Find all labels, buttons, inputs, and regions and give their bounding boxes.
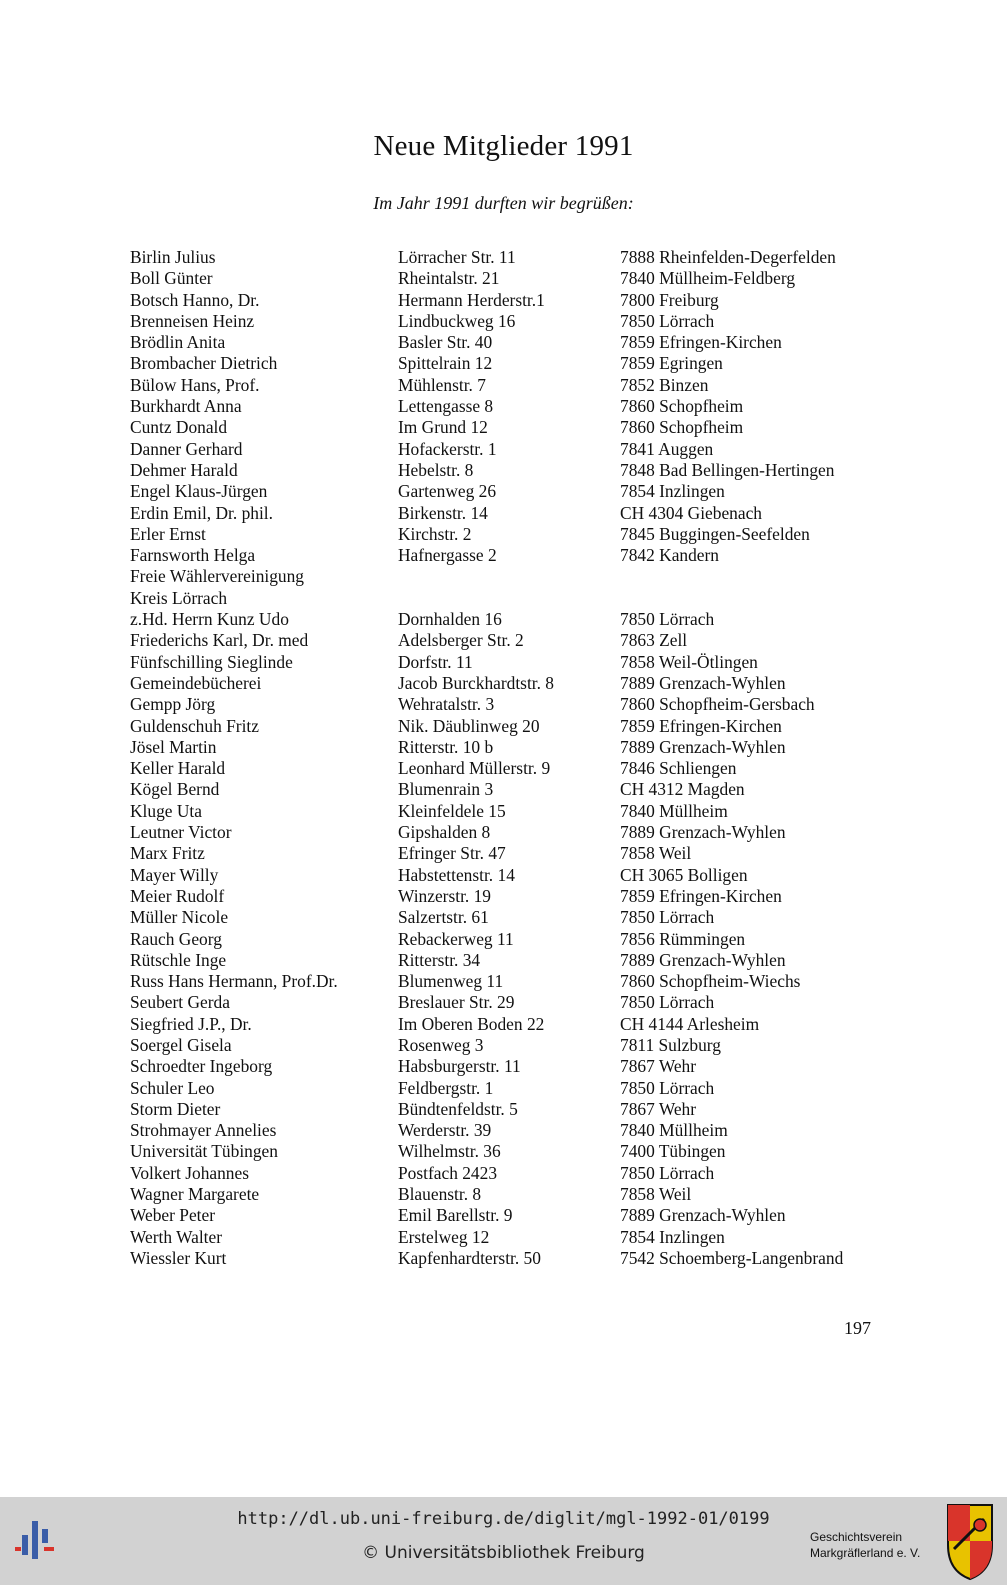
member-name: Rütschle Inge bbox=[130, 949, 227, 970]
member-name: Cuntz Donald bbox=[130, 417, 228, 438]
member-street: Habsburgerstr. 11 bbox=[398, 1056, 521, 1077]
member-street: Blauenstr. 8 bbox=[398, 1184, 482, 1205]
member-name: Brödlin Anita bbox=[130, 332, 226, 353]
member-row bbox=[130, 524, 890, 545]
member-row bbox=[130, 652, 890, 673]
member-row bbox=[130, 332, 890, 353]
member-row bbox=[130, 929, 890, 950]
member-city: 7842 Kandern bbox=[620, 545, 720, 566]
member-city: 7860 Schopfheim bbox=[620, 396, 744, 417]
member-street: Hebelstr. 8 bbox=[398, 459, 474, 480]
member-street: Bündtenfeldstr. 5 bbox=[398, 1098, 518, 1119]
member-street: Kleinfeldele 15 bbox=[398, 800, 506, 821]
member-name: Leutner Victor bbox=[130, 822, 232, 843]
member-name: Burkhardt Anna bbox=[130, 396, 242, 417]
coat-of-arms-icon bbox=[944, 1501, 996, 1581]
member-row bbox=[130, 1248, 890, 1269]
member-street: Lörracher Str. 11 bbox=[398, 247, 516, 267]
member-row bbox=[130, 630, 890, 651]
member-row bbox=[130, 1184, 890, 1205]
member-street: Lindbuckweg 16 bbox=[398, 310, 516, 331]
footer-bar bbox=[0, 1497, 1007, 1585]
member-name: Meier Rudolf bbox=[130, 885, 225, 906]
member-name: Bülow Hans, Prof. bbox=[130, 374, 260, 395]
member-name: Danner Gerhard bbox=[130, 438, 243, 459]
member-street: Feldbergstr. 1 bbox=[398, 1077, 494, 1098]
member-name: Farnsworth Helga bbox=[130, 545, 256, 566]
member-street: Postfach 2423 bbox=[398, 1162, 498, 1183]
member-row bbox=[130, 247, 890, 268]
member-row bbox=[130, 716, 890, 737]
member-name: Siegfried J.P., Dr. bbox=[130, 1013, 252, 1034]
member-name: Storm Dieter bbox=[130, 1098, 221, 1119]
member-row bbox=[130, 992, 890, 1013]
member-row bbox=[130, 758, 890, 779]
member-street: Hafnergasse 2 bbox=[398, 545, 497, 566]
member-name: Erler Ernst bbox=[130, 523, 206, 544]
member-street: Jacob Burckhardtstr. 8 bbox=[398, 672, 554, 693]
member-name: Kluge Uta bbox=[130, 800, 202, 821]
member-city: CH 4312 Magden bbox=[620, 779, 745, 800]
member-list bbox=[130, 247, 890, 1269]
member-name: Jösel Martin bbox=[130, 736, 217, 757]
member-street: Spittelrain 12 bbox=[398, 353, 493, 374]
member-name: Werth Walter bbox=[130, 1226, 223, 1247]
member-name: Wagner Margarete bbox=[130, 1184, 260, 1205]
member-name: Schuler Leo bbox=[130, 1077, 215, 1098]
member-row bbox=[130, 1120, 890, 1141]
member-street: Wilhelmstr. 36 bbox=[398, 1141, 501, 1162]
member-city: 7858 Weil-Ötlingen bbox=[620, 651, 758, 672]
footer-copyright: © Universitätsbibliothek Freiburg bbox=[362, 1543, 645, 1563]
member-row bbox=[130, 801, 890, 822]
member-city: 7845 Buggingen-Seefelden bbox=[620, 523, 810, 544]
member-name: Müller Nicole bbox=[130, 907, 229, 928]
member-city: 7859 Efringen-Kirchen bbox=[620, 332, 782, 353]
member-city: 7848 Bad Bellingen-Hertingen bbox=[620, 459, 835, 480]
member-row bbox=[130, 1205, 890, 1226]
member-street: Im Oberen Boden 22 bbox=[398, 1013, 545, 1034]
member-city: 7800 Freiburg bbox=[620, 289, 719, 310]
member-name: Volkert Johannes bbox=[130, 1162, 249, 1183]
member-row bbox=[130, 843, 890, 864]
member-street: Kapfenhardterstr. 50 bbox=[398, 1247, 541, 1268]
society-line-1: Geschichtsverein bbox=[810, 1530, 903, 1544]
member-city: 7840 Müllheim bbox=[620, 800, 728, 821]
member-street: Rheintalstr. 21 bbox=[398, 268, 500, 289]
footer-url-link[interactable]: http://dl.ub.uni-freiburg.de/diglit/mgl-1992-01/0199 bbox=[237, 1509, 770, 1529]
member-row bbox=[130, 1163, 890, 1184]
member-city: 7889 Grenzach-Wyhlen bbox=[620, 672, 786, 693]
member-street: Hofackerstr. 1 bbox=[398, 438, 497, 459]
member-city: 7850 Lörrach bbox=[620, 1162, 715, 1183]
member-name: Kreis Lörrach bbox=[130, 587, 228, 608]
member-street: Ritterstr. 34 bbox=[398, 949, 481, 970]
member-street: Rosenweg 3 bbox=[398, 1034, 484, 1055]
member-city: 7860 Schopfheim-Gersbach bbox=[620, 694, 815, 715]
member-street: Erstelweg 12 bbox=[398, 1226, 490, 1247]
member-row bbox=[130, 1099, 890, 1120]
member-street: Emil Barellstr. 9 bbox=[398, 1205, 513, 1226]
member-name: Gemeindebücherei bbox=[130, 672, 262, 693]
member-name: z.Hd. Herrn Kunz Udo bbox=[130, 609, 289, 630]
member-name: Soergel Gisela bbox=[130, 1034, 232, 1055]
member-street: Blumenweg 11 bbox=[398, 971, 504, 992]
member-row bbox=[130, 311, 890, 332]
member-street: Habstettenstr. 14 bbox=[398, 864, 515, 885]
member-row bbox=[130, 907, 890, 928]
member-row bbox=[130, 268, 890, 289]
member-name: Brenneisen Heinz bbox=[130, 310, 255, 331]
member-name: Boll Günter bbox=[130, 268, 213, 289]
member-name: Fünfschilling Sieglinde bbox=[130, 651, 293, 672]
member-city: 7859 Egringen bbox=[620, 353, 723, 374]
member-row bbox=[130, 439, 890, 460]
member-name: Russ Hans Hermann, Prof.Dr. bbox=[130, 971, 338, 992]
member-street: Werderstr. 39 bbox=[398, 1120, 492, 1141]
member-row bbox=[130, 1141, 890, 1162]
member-name: Keller Harald bbox=[130, 758, 226, 779]
member-row bbox=[130, 737, 890, 758]
member-row bbox=[130, 694, 890, 715]
member-city: 7888 Rheinfelden-Degerfelden bbox=[620, 247, 836, 267]
member-row bbox=[130, 1078, 890, 1099]
member-row bbox=[130, 971, 890, 992]
member-row bbox=[130, 290, 890, 311]
member-name: Botsch Hanno, Dr. bbox=[130, 289, 260, 310]
member-city: CH 4304 Giebenach bbox=[620, 502, 762, 523]
member-row bbox=[130, 588, 890, 609]
page-number: 197 bbox=[844, 1318, 871, 1338]
member-city: 7854 Inzlingen bbox=[620, 1226, 725, 1247]
member-name: Gempp Jörg bbox=[130, 694, 216, 715]
member-city: 7859 Efringen-Kirchen bbox=[620, 715, 782, 736]
member-street: Nik. Däublinweg 20 bbox=[398, 715, 540, 736]
member-city: 7850 Lörrach bbox=[620, 1077, 715, 1098]
member-name: Wiessler Kurt bbox=[130, 1247, 227, 1268]
member-row bbox=[130, 503, 890, 524]
member-street: Blumenrain 3 bbox=[398, 779, 494, 800]
member-name: Schroedter Ingeborg bbox=[130, 1056, 273, 1077]
member-city: 7863 Zell bbox=[620, 630, 688, 651]
member-city: 7850 Lörrach bbox=[620, 992, 715, 1013]
member-name: Freie Wählervereinigung bbox=[130, 566, 304, 587]
page-subtitle: Im Jahr 1991 durften wir begrüßen: bbox=[373, 193, 634, 213]
member-street: Rebackerweg 11 bbox=[398, 928, 514, 949]
member-street: Dornhalden 16 bbox=[398, 609, 502, 630]
member-row bbox=[130, 822, 890, 843]
member-name: Marx Fritz bbox=[130, 843, 205, 864]
member-city: 7850 Lörrach bbox=[620, 907, 715, 928]
member-city: 7858 Weil bbox=[620, 1184, 692, 1205]
member-name: Kögel Bernd bbox=[130, 779, 220, 800]
member-city: 7856 Rümmingen bbox=[620, 928, 746, 949]
member-city: 7400 Tübingen bbox=[620, 1141, 726, 1162]
member-name: Strohmayer Annelies bbox=[130, 1120, 277, 1141]
member-row bbox=[130, 545, 890, 566]
member-row bbox=[130, 950, 890, 971]
member-name: Friederichs Karl, Dr. med bbox=[130, 630, 309, 651]
member-city: 7859 Efringen-Kirchen bbox=[620, 885, 782, 906]
member-row bbox=[130, 566, 890, 587]
member-city: 7860 Schopfheim-Wiechs bbox=[620, 971, 801, 992]
member-name: Engel Klaus-Jürgen bbox=[130, 481, 268, 502]
member-street: Kirchstr. 2 bbox=[398, 523, 472, 544]
member-street: Birkenstr. 14 bbox=[398, 502, 488, 523]
member-name: Mayer Willy bbox=[130, 864, 219, 885]
member-city: 7854 Inzlingen bbox=[620, 481, 725, 502]
member-city: 7850 Lörrach bbox=[620, 609, 715, 630]
member-city: 7846 Schliengen bbox=[620, 758, 737, 779]
member-name: Brombacher Dietrich bbox=[130, 353, 278, 374]
member-city: 7852 Binzen bbox=[620, 374, 709, 395]
member-name: Erdin Emil, Dr. phil. bbox=[130, 502, 273, 523]
member-city: 7841 Auggen bbox=[620, 438, 714, 459]
member-street: Winzerstr. 19 bbox=[398, 885, 491, 906]
member-city: 7889 Grenzach-Wyhlen bbox=[620, 949, 786, 970]
member-street: Ritterstr. 10 b bbox=[398, 736, 494, 757]
member-street: Wehratalstr. 3 bbox=[398, 694, 495, 715]
member-city: 7811 Sulzburg bbox=[620, 1034, 721, 1055]
member-city: 7889 Grenzach-Wyhlen bbox=[620, 1205, 786, 1226]
member-street: Efringer Str. 47 bbox=[398, 843, 506, 864]
member-street: Lettengasse 8 bbox=[398, 396, 494, 417]
member-street: Dorfstr. 11 bbox=[398, 651, 473, 672]
member-street: Adelsberger Str. 2 bbox=[398, 630, 524, 651]
member-name: Birlin Julius bbox=[130, 247, 216, 267]
member-city: 7840 Müllheim bbox=[620, 1120, 728, 1141]
member-row bbox=[130, 865, 890, 886]
member-city: 7889 Grenzach-Wyhlen bbox=[620, 736, 786, 757]
member-city: 7850 Lörrach bbox=[620, 310, 715, 331]
member-street: Breslauer Str. 29 bbox=[398, 992, 515, 1013]
member-row bbox=[130, 396, 890, 417]
member-city: CH 4144 Arlesheim bbox=[620, 1013, 760, 1034]
member-name: Dehmer Harald bbox=[130, 459, 238, 480]
society-line-2: Markgräflerland e. V. bbox=[810, 1546, 921, 1560]
member-row bbox=[130, 673, 890, 694]
member-name: Rauch Georg bbox=[130, 928, 222, 949]
member-street: Hermann Herderstr.1 bbox=[398, 289, 545, 310]
member-row bbox=[130, 886, 890, 907]
member-name: Universität Tübingen bbox=[130, 1141, 278, 1162]
member-row bbox=[130, 1227, 890, 1248]
member-street: Salzertstr. 61 bbox=[398, 907, 489, 928]
member-street: Basler Str. 40 bbox=[398, 332, 493, 353]
member-row bbox=[130, 353, 890, 374]
member-name: Weber Peter bbox=[130, 1205, 216, 1226]
member-street: Gipshalden 8 bbox=[398, 822, 491, 843]
member-name: Seubert Gerda bbox=[130, 992, 230, 1013]
member-row bbox=[130, 1056, 890, 1077]
member-city: 7840 Müllheim-Feldberg bbox=[620, 268, 796, 289]
member-name: Guldenschuh Fritz bbox=[130, 715, 259, 736]
member-row bbox=[130, 375, 890, 396]
member-city: CH 3065 Bolligen bbox=[620, 864, 748, 885]
member-row bbox=[130, 1014, 890, 1035]
member-row bbox=[130, 460, 890, 481]
member-row bbox=[130, 609, 890, 630]
society-name bbox=[810, 1529, 930, 1561]
member-street: Mühlenstr. 7 bbox=[398, 374, 486, 395]
member-city: 7889 Grenzach-Wyhlen bbox=[620, 822, 786, 843]
member-street: Leonhard Müllerstr. 9 bbox=[398, 758, 551, 779]
member-city: 7867 Wehr bbox=[620, 1098, 697, 1119]
member-city: 7858 Weil bbox=[620, 843, 692, 864]
page-title: Neue Mitglieder 1991 bbox=[373, 130, 634, 162]
member-row bbox=[130, 481, 890, 502]
member-row bbox=[130, 417, 890, 438]
member-city: 7867 Wehr bbox=[620, 1056, 697, 1077]
member-row bbox=[130, 779, 890, 800]
member-street: Im Grund 12 bbox=[398, 417, 488, 438]
member-city: 7542 Schoemberg-Langenbrand bbox=[620, 1247, 844, 1268]
member-city: 7860 Schopfheim bbox=[620, 417, 744, 438]
member-street: Gartenweg 26 bbox=[398, 481, 497, 502]
member-row bbox=[130, 1035, 890, 1056]
